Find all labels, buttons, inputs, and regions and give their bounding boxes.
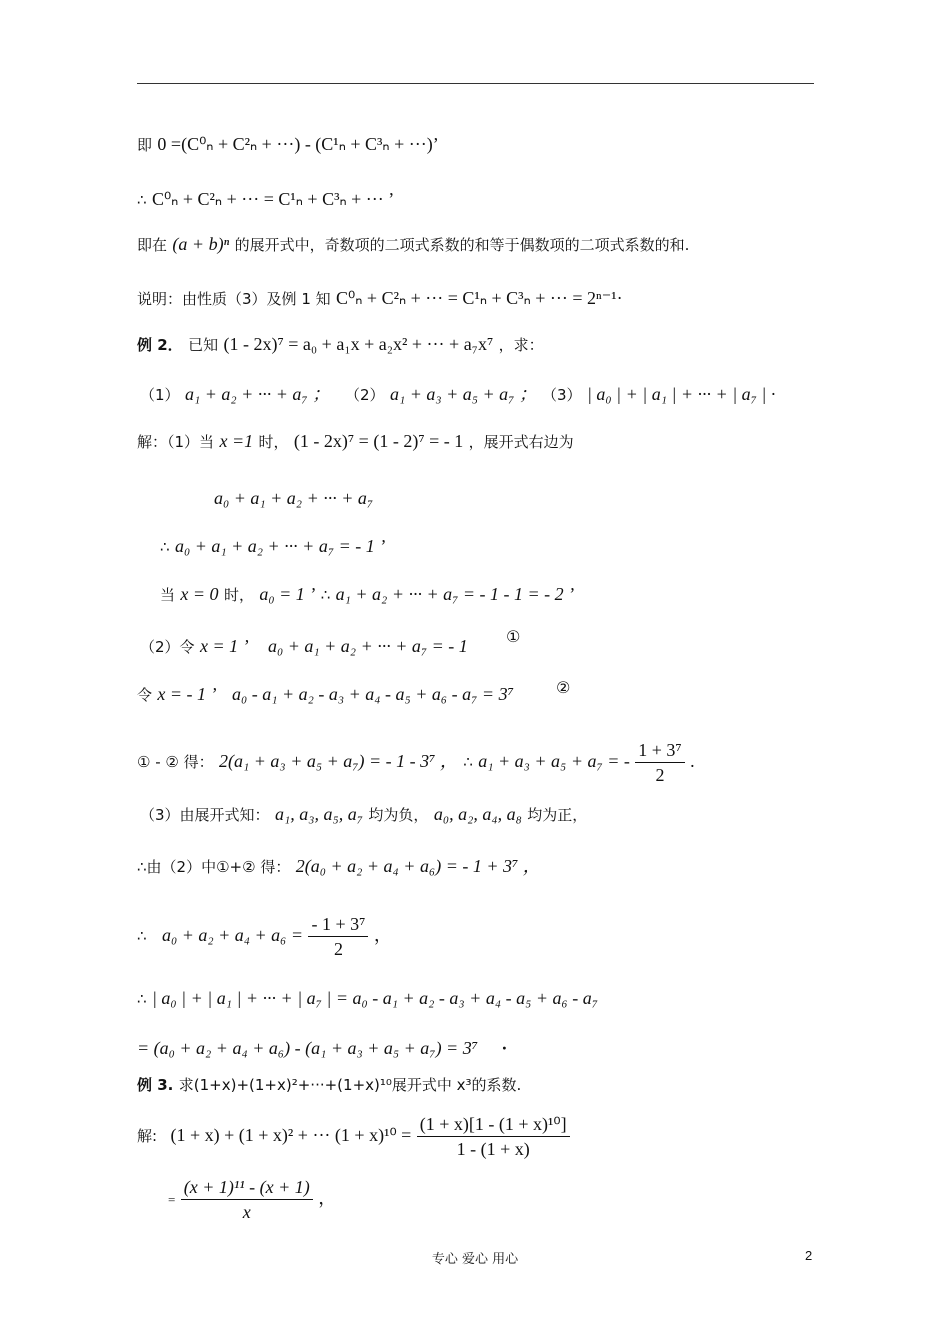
therefore-symbol: ∴: [137, 927, 147, 945]
fraction-numerator: - 1 + 3⁷: [308, 912, 368, 937]
math-expr: a₁ + a₃ + a₅ + a₇ ；: [389, 384, 537, 404]
line-1: [137, 133, 439, 156]
comma: ，: [373, 925, 392, 945]
example-text: 求(1+x)+(1+x)²+···+(1+x)¹⁰展开式中 x³的系数.: [178, 1076, 522, 1094]
fraction-numerator: (x + 1)¹¹ - (x + 1): [181, 1175, 313, 1200]
text-negative: 均为负，: [368, 806, 429, 824]
example-3-solution: [137, 1112, 570, 1161]
comma: ，: [318, 1188, 337, 1208]
fraction: [635, 738, 684, 787]
equation-mark-1: ①: [506, 627, 521, 646]
solution-2-line-a: [140, 635, 468, 658]
line-4: [137, 287, 623, 310]
text-positive: 均为正，: [527, 806, 588, 824]
text-lead: 令: [137, 686, 153, 704]
solution-3-line-e: [137, 1037, 507, 1060]
math-x: x = 0: [180, 584, 219, 604]
math-expr: | a₀ | + | a₁ | + ··· + | a₇ | ·: [586, 384, 776, 404]
text-when: 时，: [258, 433, 289, 451]
math-x: x = 1 ’: [199, 636, 249, 656]
example-2-part-2: [345, 383, 537, 406]
math-expr: a₁ + a₂ + ··· + a₇ = - 1 - 1 = - 2 ’: [335, 584, 575, 604]
math-lhs: a₁ + a₃ + a₅ + a₇ = -: [478, 751, 630, 771]
solution-3-line-b: [137, 855, 541, 878]
math-expr: (1 - 2x)⁷ = a₀ + a₁x + a₂x² + ··· + a₇x⁷: [223, 334, 494, 354]
header-rule: [137, 83, 814, 84]
text-lead: ① - ② 得：: [137, 753, 214, 771]
text-lead: 解：（1）当: [137, 433, 215, 451]
solution-1-sum: [214, 487, 373, 510]
fraction-numerator: 1 + 3⁷: [635, 738, 684, 763]
part-label: （3）: [542, 386, 582, 404]
math-expr: a₀ + a₁ + a₂ + ··· + a₇: [214, 488, 374, 508]
text-lead: （2）令: [140, 638, 195, 656]
solution-1-x0: [160, 583, 574, 606]
fraction-numerator: (1 + x)[1 - (1 + x)¹⁰]: [417, 1112, 570, 1137]
fraction-denominator: x: [242, 1202, 251, 1222]
math-x: x = - 1 ’: [157, 684, 217, 704]
math-lhs: (1 + x) + (1 + x)² + ··· (1 + x)¹⁰ =: [170, 1125, 412, 1145]
fraction-denominator: 2: [333, 939, 343, 959]
text-lead: （3）由展开式知：: [140, 806, 270, 824]
fraction-denominator: 2: [655, 765, 665, 785]
therefore-symbol: ∴: [160, 538, 170, 556]
therefore-symbol: ∴: [137, 990, 147, 1008]
fraction: [308, 912, 368, 961]
fraction-denominator: 1 - (1 + x): [456, 1139, 530, 1159]
part-label: （1）: [140, 386, 180, 404]
math-expr: 0 =(C⁰ₙ + C²ₙ + ···) - (C¹ₙ + C³ₙ + ···)’: [157, 134, 439, 154]
page-number: 2: [805, 1248, 813, 1263]
text-lead: 解:: [137, 1127, 158, 1145]
math-expr: a₀ - a₁ + a₂ - a₃ + a₄ - a₅ + a₆ - a₇ = 3⁷: [231, 684, 514, 704]
therefore-symbol: ∴: [320, 586, 331, 604]
solution-3-line-c: [137, 912, 392, 961]
text-tail: ，求：: [498, 336, 544, 354]
example-3-statement: [137, 1074, 521, 1096]
equation-mark-2: ②: [556, 678, 571, 697]
text-lead: 即: [137, 136, 153, 154]
text-when: 时，: [223, 586, 254, 604]
equals-sign: =: [168, 1192, 176, 1207]
math-expr: (1 - 2x)⁷ = (1 - 2)⁷ = - 1: [293, 431, 464, 451]
math-expr: (a + b)ⁿ: [172, 234, 230, 254]
math-a0: a₀ = 1 ’: [259, 584, 316, 604]
text-lead: 说明：由性质（3）及例 1 知: [137, 290, 331, 308]
math-expr: | a₀ | + | a₁ | + ··· + | a₇ | = a₀ - a₁ + a₂ - a₃ + a₄ - a₅ + a₆ - a₇: [151, 988, 598, 1008]
line-3: [137, 233, 689, 256]
line-2: [137, 188, 394, 211]
example-3-solution-2: [168, 1175, 336, 1224]
solution-3-line-a: [140, 803, 587, 826]
math-expr: C⁰ₙ + C²ₙ + ··· = C¹ₙ + C³ₙ + ··· = 2ⁿ⁻¹·: [336, 288, 623, 308]
solution-2-line-c: [137, 738, 695, 787]
math-expr: 2(a₀ + a₂ + a₄ + a₆) = - 1 + 3⁷ ，: [295, 856, 541, 876]
example-2-part-1: [140, 383, 330, 406]
period: .: [690, 751, 695, 771]
example-title: 例 2．: [137, 336, 183, 354]
example-2-statement: [137, 333, 544, 356]
part-label: （2）: [345, 386, 385, 404]
math-expr: a₁ + a₂ + ··· + a₇ ；: [184, 384, 331, 404]
math-expr: a₀ + a₁ + a₂ + ··· + a₇ = - 1 ’: [174, 536, 386, 556]
text-lead: 当: [160, 586, 176, 604]
math-lhs: a₀ + a₂ + a₄ + a₆ =: [161, 925, 304, 945]
math-x: x =1: [219, 431, 254, 451]
text-lead: 已知: [188, 336, 219, 354]
fraction: [181, 1175, 313, 1224]
math-negative-terms: a₁, a₃, a₅, a₇: [274, 804, 363, 824]
text-tail: 的展开式中，奇数项的二项式系数的和等于偶数项的二项式系数的和.: [234, 236, 690, 254]
text-tail: ，展开式右边为: [468, 433, 574, 451]
example-2-part-3: [542, 383, 775, 406]
solution-3-line-d: [137, 987, 598, 1010]
text-lead: ∴由（2）中①+② 得：: [137, 858, 291, 876]
solution-1-line: [137, 430, 574, 453]
math-positive-terms: a₀, a₂, a₄, a₈: [433, 804, 522, 824]
solution-2-line-b: [137, 683, 514, 706]
math-expr: C⁰ₙ + C²ₙ + ··· = C¹ₙ + C³ₙ + ··· ’: [151, 189, 395, 209]
page-footer: 专心 爱心 用心: [431, 1252, 519, 1267]
math-expr: 2(a₁ + a₃ + a₅ + a₇) = - 1 - 3⁷ ，: [219, 751, 458, 771]
therefore-symbol: ∴: [137, 191, 147, 209]
math-expr: = (a₀ + a₂ + a₄ + a₆) - (a₁ + a₃ + a₅ + a₇) = 3⁷: [137, 1038, 478, 1058]
text-lead: 即在: [137, 236, 168, 254]
therefore-symbol: ∴: [463, 753, 473, 771]
period: ·: [501, 1038, 508, 1058]
solution-1-result: [160, 535, 385, 558]
fraction: [417, 1112, 570, 1161]
math-expr: a₀ + a₁ + a₂ + ··· + a₇ = - 1: [268, 636, 468, 656]
example-title: 例 3.: [137, 1076, 174, 1094]
